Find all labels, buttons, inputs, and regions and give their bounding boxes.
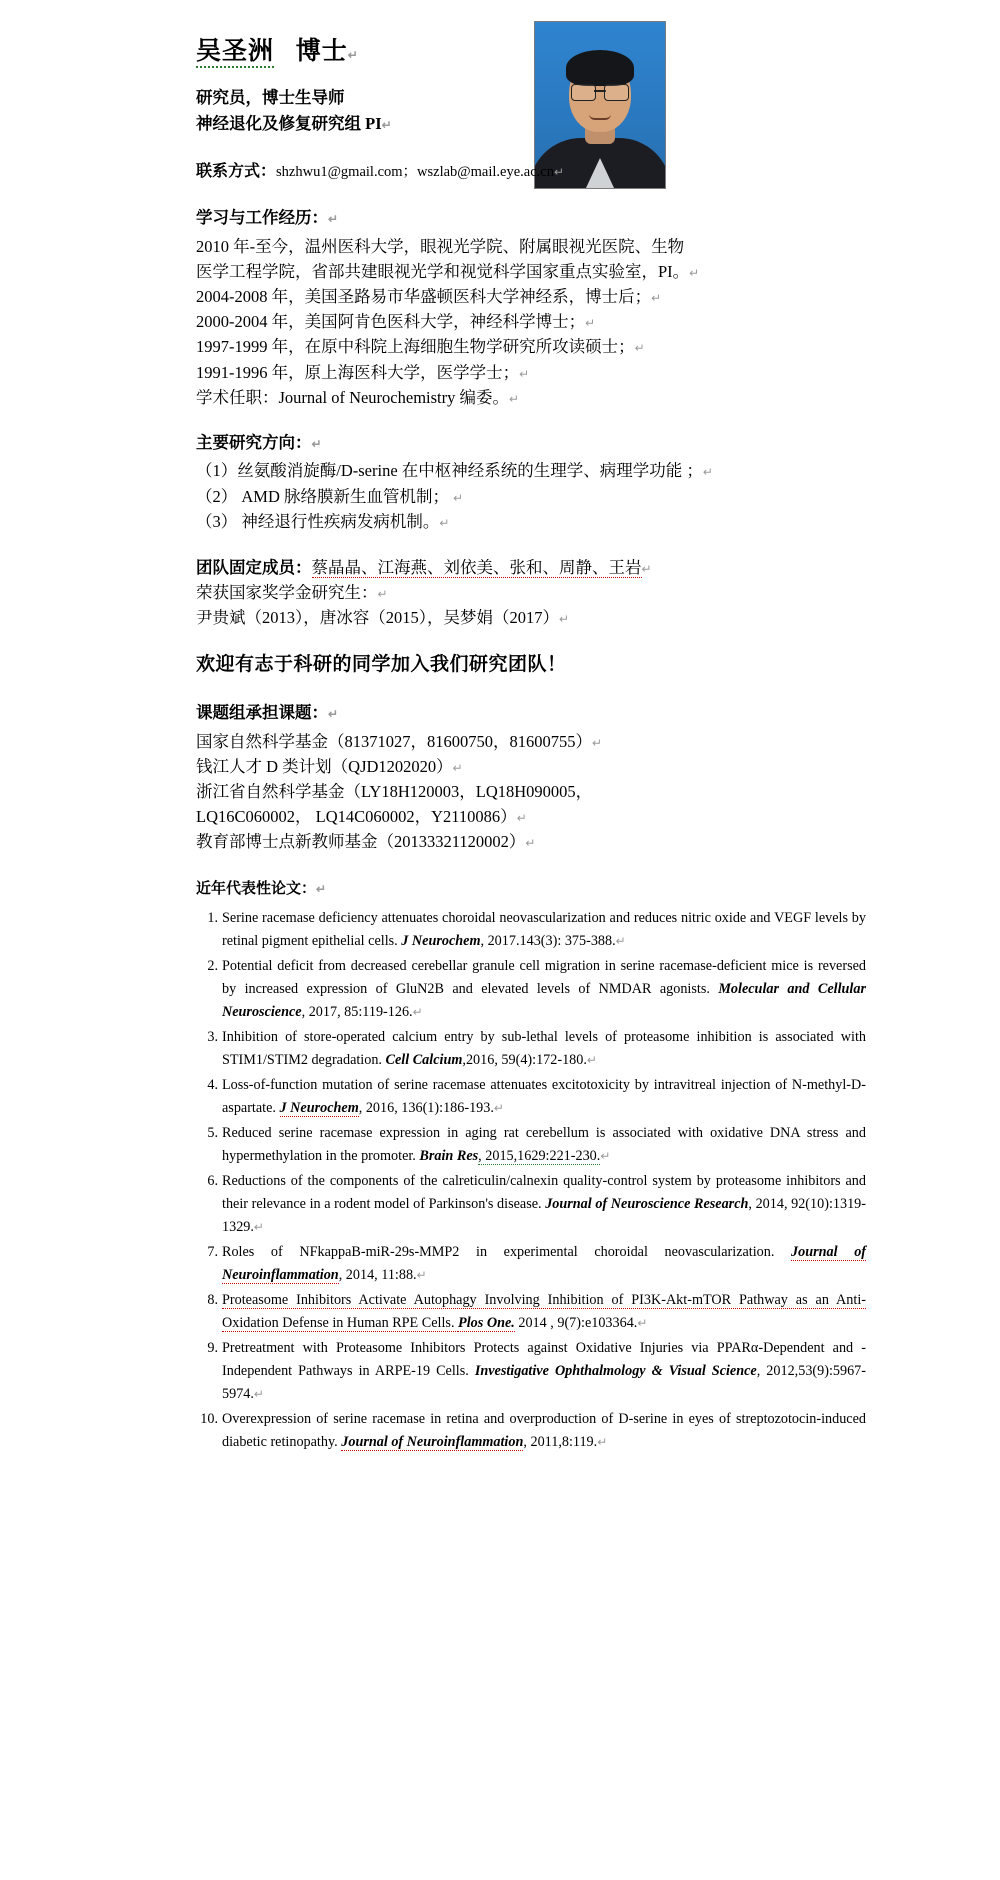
contact-row — [196, 160, 866, 184]
pilcrow-mark: ↵ — [634, 341, 645, 356]
research-item-text: （2） AMD 脉络膜新生血管机制； — [196, 486, 454, 506]
publication-number: 10. — [200, 1410, 218, 1427]
publication-item — [196, 1241, 866, 1287]
pilcrow-mark: ↵ — [253, 1219, 264, 1234]
publication-text: Overexpression of serine racemase in retina and overproduction of D-serine in eyes of streptozotocin-induced diabetic retinopathy. — [222, 1410, 866, 1450]
education-line — [196, 360, 866, 385]
pilcrow-mark: ↵ — [519, 366, 530, 381]
publications-list — [196, 907, 866, 1454]
name-spacer — [274, 38, 296, 65]
publication-citation: 2014 , 9(7):e103364. — [514, 1314, 638, 1331]
publication-text: Loss-of-function mutation of serine racemase attenuates excitotoxicity by intravitreal injection of N-methyl-D-aspartate. — [222, 1076, 866, 1116]
pilcrow-mark: ↵ — [597, 1434, 608, 1449]
education-line — [196, 284, 866, 309]
publication-citation: , 2011,8:119. — [523, 1433, 598, 1450]
welcome-banner: 欢迎有志于科研的同学加入我们研究团队！ — [196, 653, 567, 675]
grant-line-text: 教育部博士点新教师基金（20133321120002） — [196, 832, 526, 852]
person-name: 吴圣洲 — [196, 38, 274, 68]
pilcrow-mark: ↵ — [412, 1004, 423, 1019]
publication-journal: Journal of Neuroinflammation — [222, 1243, 867, 1283]
team-section — [196, 555, 866, 630]
publication-item — [196, 1026, 866, 1072]
contact-label: 联系方式： — [196, 163, 277, 181]
pilcrow-mark: ↵ — [637, 1315, 648, 1330]
research-heading-text: 主要研究方向： — [196, 432, 312, 452]
pilcrow-mark: ↵ — [525, 836, 536, 851]
pilcrow-mark: ↵ — [316, 881, 327, 896]
award-heading: 荣获国家奖学金研究生： — [196, 582, 378, 602]
publication-number: 7. — [207, 1243, 218, 1260]
publication-text: Reductions of the components of the calreticulin/calnexin quality-control system by proteasome inhibitors and their relevance in a rodent model of Parkinson's disease. — [222, 1172, 866, 1212]
research-section — [196, 431, 866, 534]
publication-citation: , 2016, 136(1):186-193. — [358, 1099, 494, 1116]
publication-journal: Brain Res — [419, 1147, 479, 1164]
education-line — [196, 309, 866, 334]
pilcrow-mark: ↵ — [592, 736, 603, 751]
publication-item — [196, 1170, 866, 1239]
publication-number: 6. — [207, 1172, 218, 1189]
grant-line-text: LQ16C060002， LQ14C060002，Y2110086） — [196, 807, 517, 827]
role-line-1: 研究员，博士生导师 — [196, 88, 345, 108]
grant-line: 浙江省自然科学基金（LY18H120003，LQ18H090005， — [196, 782, 593, 802]
publications-heading-text: 近年代表性论文： — [196, 880, 317, 897]
publication-item — [196, 907, 866, 953]
publication-text: Serine racemase deficiency attenuates choroidal neovascularization and reduces nitric oxide and VEGF levels by retinal pigment epithelial cells. — [222, 909, 866, 949]
research-item-text: （1）丝氨酸消旋酶/D-serine 在中枢神经系统的生理学、病理学功能 ； — [196, 461, 703, 481]
pilcrow-mark: ↵ — [702, 465, 713, 480]
publication-citation: ,2016, 59(4):172-180. — [462, 1051, 587, 1068]
contact-value[interactable]: shzhwu1@gmail.com；wszlab@mail.eye.ac.cn — [276, 164, 554, 181]
research-item — [196, 458, 866, 483]
grant-line — [196, 804, 866, 829]
pilcrow-mark: ↵ — [381, 117, 392, 132]
award-students: 尹贵斌（2013），唐冰容（2015），吴梦娟（2017） — [196, 607, 559, 627]
pilcrow-mark: ↵ — [439, 515, 450, 530]
pilcrow-mark: ↵ — [377, 586, 388, 601]
pilcrow-mark: ↵ — [453, 490, 464, 505]
education-line-text: 1997-1999 年，在原中科院上海细胞生物学研究所攻读硕士； — [196, 337, 635, 357]
pilcrow-mark: ↵ — [509, 391, 520, 406]
education-line — [196, 385, 866, 410]
pilcrow-mark: ↵ — [452, 761, 463, 776]
publication-item — [196, 1408, 866, 1454]
pilcrow-mark: ↵ — [615, 933, 626, 948]
publication-journal: Cell Calcium — [385, 1051, 463, 1068]
pilcrow-mark: ↵ — [253, 1386, 264, 1401]
pilcrow-mark: ↵ — [585, 316, 596, 331]
research-item-text: （3） 神经退行性疾病发病机制。 — [196, 511, 440, 531]
document-content — [196, 36, 866, 1456]
grant-line — [196, 729, 866, 754]
pilcrow-mark: ↵ — [416, 1267, 427, 1282]
publication-item — [196, 1289, 866, 1335]
publication-item — [196, 955, 866, 1024]
publication-text: Potential deficit from decreased cerebellar granule cell migration in serine racemase-deficient mice is reversed by increased expression of GluN2B and elevated levels of NMDAR agonists. — [222, 957, 866, 997]
grant-line — [196, 754, 866, 779]
publication-journal: J Neurochem — [401, 932, 481, 949]
education-line — [196, 334, 866, 359]
education-line-text: 学术任职：Journal of Neurochemistry 编委。 — [196, 387, 509, 407]
publication-number: 3. — [207, 1028, 218, 1045]
award-heading-row — [196, 580, 866, 605]
publication-journal: Journal of Neuroinflammation — [341, 1433, 524, 1450]
publication-number: 5. — [207, 1124, 218, 1141]
publication-number: 4. — [207, 1076, 218, 1093]
education-section — [196, 206, 866, 409]
pilcrow-mark: ↵ — [641, 561, 652, 576]
publication-citation: , 2012,53(9):5967-5974. — [222, 1362, 866, 1402]
publication-text: Pretreatment with Proteasome Inhibitors Protects against Oxidative Injuries via PPARα-Dependent and -Independent Pathways in ARPE-19 Cells. — [222, 1339, 866, 1379]
publication-citation: , 2017.143(3): 375-388. — [480, 932, 616, 949]
publication-text: Roles of NFkappaB-miR-29s-MMP2 in experimental choroidal neovascularization. — [222, 1243, 792, 1260]
education-line: 2010 年-至今，温州医科大学，眼视光学院、附属眼视光医院、生物 — [196, 237, 685, 257]
pilcrow-mark: ↵ — [347, 48, 359, 62]
publication-item — [196, 1122, 866, 1168]
publication-text: Reduced serine racemase expression in aging rat cerebellum is associated with oxidative DNA stress and hypermethylation in the promoter. — [222, 1124, 866, 1164]
education-line-text: 2004-2008 年，美国圣路易市华盛顿医科大学神经系，博士后； — [196, 287, 652, 307]
education-line-text: 2000-2004 年，美国阿肯色医科大学，神经科学博士； — [196, 312, 586, 332]
publication-citation: , 2017, 85:119-126. — [301, 1003, 413, 1020]
publication-journal: Investigative Ophthalmology & Visual Science — [474, 1362, 757, 1379]
page-title — [196, 36, 866, 67]
education-heading — [196, 206, 866, 231]
publication-citation: , 2015,1629:221-230. — [478, 1147, 601, 1164]
pilcrow-mark: ↵ — [559, 611, 570, 626]
publication-number: 8. — [207, 1291, 218, 1308]
team-members-row — [196, 555, 866, 580]
research-heading — [196, 431, 866, 456]
grant-line-text: 钱江人才 D 类计划（QJD1202020） — [196, 757, 453, 777]
pilcrow-mark: ↵ — [493, 1100, 504, 1115]
role-block — [196, 85, 866, 136]
publication-journal: Plos One. — [458, 1314, 515, 1331]
team-members: 蔡晶晶、江海燕、刘依美、张和、周静、王岩 — [311, 557, 642, 577]
education-line-text: 1991-1996 年，原上海医科大学，医学学士； — [196, 362, 520, 382]
pilcrow-mark: ↵ — [689, 266, 700, 281]
publications-heading — [196, 877, 866, 898]
publication-citation: , 2014, 11:88. — [338, 1266, 417, 1283]
grant-line-text: 国家自然科学基金（81371027，81600750，81600755） — [196, 732, 592, 752]
research-item — [196, 509, 866, 534]
education-line-text: 医学工程学院，省部共建眼视光学和视觉科学国家重点实验室，PI。 — [196, 262, 690, 282]
pilcrow-mark: ↵ — [328, 212, 339, 227]
publication-journal: Journal of Neuroscience Research — [545, 1195, 749, 1212]
grant-line — [196, 829, 866, 854]
team-heading: 团队固定成员： — [196, 557, 312, 577]
grants-heading — [196, 701, 866, 726]
grants-heading-text: 课题组承担课题： — [196, 703, 328, 723]
role-line-2-text: 神经退化及修复研究组 PI — [196, 113, 382, 133]
role-line-2 — [196, 111, 866, 137]
publication-journal: J Neurochem — [279, 1099, 359, 1116]
pilcrow-mark: ↵ — [586, 1052, 597, 1067]
publication-number: 9. — [207, 1339, 218, 1356]
publication-item — [196, 1074, 866, 1120]
publication-text: Proteasome Inhibitors Activate Autophagy Involving Inhibition of PI3K-Akt-mTOR Pathway as an Anti-Oxidation Defense in Human RPE Cells. — [222, 1291, 866, 1331]
publication-citation: , 2014, 92(10):1319-1329. — [222, 1195, 866, 1235]
publications-section — [196, 877, 866, 1454]
publication-number: 2. — [207, 957, 218, 974]
education-line — [196, 259, 866, 284]
publication-number: 1. — [207, 909, 218, 926]
person-degree: 博士 — [295, 38, 348, 65]
pilcrow-mark: ↵ — [553, 165, 565, 180]
publication-journal: Molecular and Cellular Neuroscience — [222, 980, 866, 1020]
pilcrow-mark: ↵ — [311, 436, 322, 451]
publication-text: Inhibition of store-operated calcium entry by sub-lethal levels of proteasome inhibition is associated with STIM1/STIM2 degradation. — [222, 1028, 866, 1068]
education-heading-text: 学习与工作经历： — [196, 208, 328, 228]
grants-section — [196, 701, 866, 854]
pilcrow-mark: ↵ — [516, 811, 527, 826]
award-students-row — [196, 605, 866, 630]
pilcrow-mark: ↵ — [651, 291, 662, 306]
pilcrow-mark: ↵ — [328, 707, 339, 722]
publication-item — [196, 1337, 866, 1406]
research-item — [196, 484, 866, 509]
pilcrow-mark: ↵ — [600, 1148, 611, 1163]
